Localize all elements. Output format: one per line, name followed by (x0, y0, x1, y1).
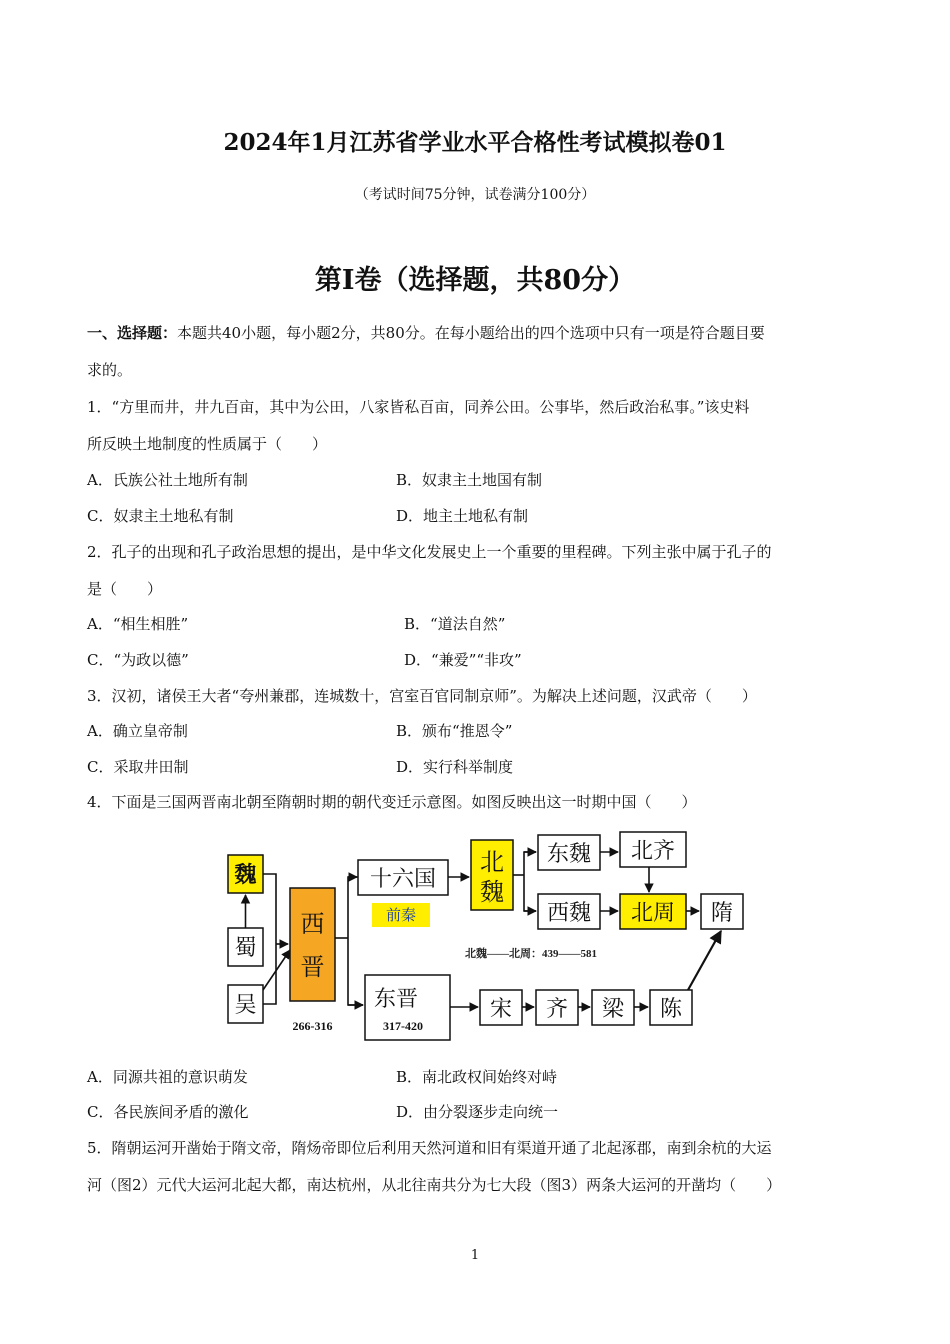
question-2-option-c: C．“为政以德” (87, 651, 189, 669)
label-dongjin-years: 317-420 (383, 1019, 423, 1033)
question-2-stem-cont: 是（ ） (87, 580, 163, 598)
connector-wei-xijin (263, 874, 276, 1004)
label-beizhou: 北周 (630, 900, 676, 925)
label-dongjin: 东晋 (373, 986, 419, 1011)
connector-xijin-split (348, 877, 363, 1005)
page-title: 2024年1月江苏省学业水平合格性考试模拟卷01 (223, 129, 727, 156)
exam-info: （考试时间75分钟，试卷满分100分） (354, 187, 596, 203)
question-3-option-a: A．确立皇帝制 (87, 722, 188, 740)
question-2-option-d: D．“兼爱”“非攻” (404, 651, 522, 669)
label-song: 宋 (489, 996, 513, 1021)
label-xiwei: 西魏 (546, 900, 592, 925)
question-2-stem: 2．孔子的出现和孔子政治思想的提出，是中华文化发展史上一个重要的里程碑。下列主张中属于孔子的 (87, 543, 772, 561)
question-4-option-a: A．同源共祖的意识萌发 (87, 1068, 248, 1086)
question-1-stem-cont: 所反映土地制度的性质属于（ ） (87, 435, 328, 453)
instructions-line-2: 求的。 (87, 361, 133, 379)
question-1-option-c: C．奴隶主土地私有制 (87, 507, 234, 525)
question-3-option-b: B．颁布“推恩令” (396, 722, 513, 740)
section-title: 第I卷（选择题，共80分） (314, 265, 636, 296)
question-3-stem: 3．汉初，诸侯王大者“夸州兼郡，连城数十，宫室百官同制京师”。为解决上述问题，汉武帝（ ） (87, 687, 757, 705)
label-shiliuguo: 十六国 (369, 866, 437, 891)
label-wu: 吴 (234, 992, 257, 1017)
question-1-stem: 1．“方里而井，井九百亩，其中为公田，八家皆私百亩，同养公田。公事毕，然后政治私事。”该史料 (87, 398, 750, 416)
label-beiqi: 北齐 (630, 838, 676, 863)
label-sui: 隋 (710, 900, 734, 925)
question-1-option-d: D．地主土地私有制 (396, 507, 529, 525)
question-5-stem-cont: 河（图2）元代大运河北起大都，南达杭州，从北往南共分为七大段（图3）两条大运河的开凿均（ ） (87, 1176, 782, 1194)
instructions-line-1: 一、选择题：本题共40小题，每小题2分，共80分。在每小题给出的四个选项中只有一项是符合题目要 (87, 324, 765, 342)
question-3-option-d: D．实行科举制度 (396, 758, 514, 776)
label-xijin-2: 晋 (300, 955, 325, 981)
label-shu: 蜀 (234, 935, 257, 960)
question-2-option-a: A．“相生相胜” (87, 615, 189, 633)
label-beiwei-note: 北魏——北周：439——581 (465, 948, 597, 960)
label-dongwei: 东魏 (546, 841, 592, 866)
question-2-option-b: B．“道法自然” (404, 615, 506, 633)
label-beiwei-2: 魏 (480, 880, 504, 906)
arrow-chen-sui (688, 931, 721, 990)
question-1-option-a: A．氏族公社土地所有制 (87, 471, 248, 489)
question-4-stem: 4．下面是三国两晋南北朝至隋朝时期的朝代变迁示意图。如图反映出这一时期中国（ ） (87, 793, 697, 811)
question-4-option-b: B．南北政权间始终对峙 (396, 1068, 558, 1086)
label-beiwei-1: 北 (480, 850, 504, 876)
page-number: 1 (470, 1248, 480, 1263)
label-chen: 陈 (659, 996, 683, 1021)
dynasty-diagram (218, 830, 758, 1045)
question-1-option-b: B．奴隶主土地国有制 (396, 471, 543, 489)
question-3-option-c: C．采取井田制 (87, 758, 189, 776)
label-qianqin: 前秦 (385, 908, 417, 924)
label-liang: 梁 (601, 996, 625, 1021)
label-qi: 齐 (545, 996, 569, 1021)
question-5-stem: 5．隋朝运河开凿始于隋文帝，隋炀帝即位后利用天然河道和旧有渠道开通了北起涿郡，南到余杭的大运 (87, 1139, 772, 1157)
box-xijin (290, 888, 335, 1001)
label-xijin-years: 266-316 (292, 1019, 333, 1033)
question-4-option-c: C．各民族间矛盾的激化 (87, 1103, 249, 1121)
instructions-label: 一、选择题： (87, 324, 178, 342)
question-4-option-d: D．由分裂逐步走向统一 (396, 1103, 559, 1121)
label-xijin-1: 西 (300, 912, 325, 938)
label-wei: 魏 (234, 862, 257, 887)
